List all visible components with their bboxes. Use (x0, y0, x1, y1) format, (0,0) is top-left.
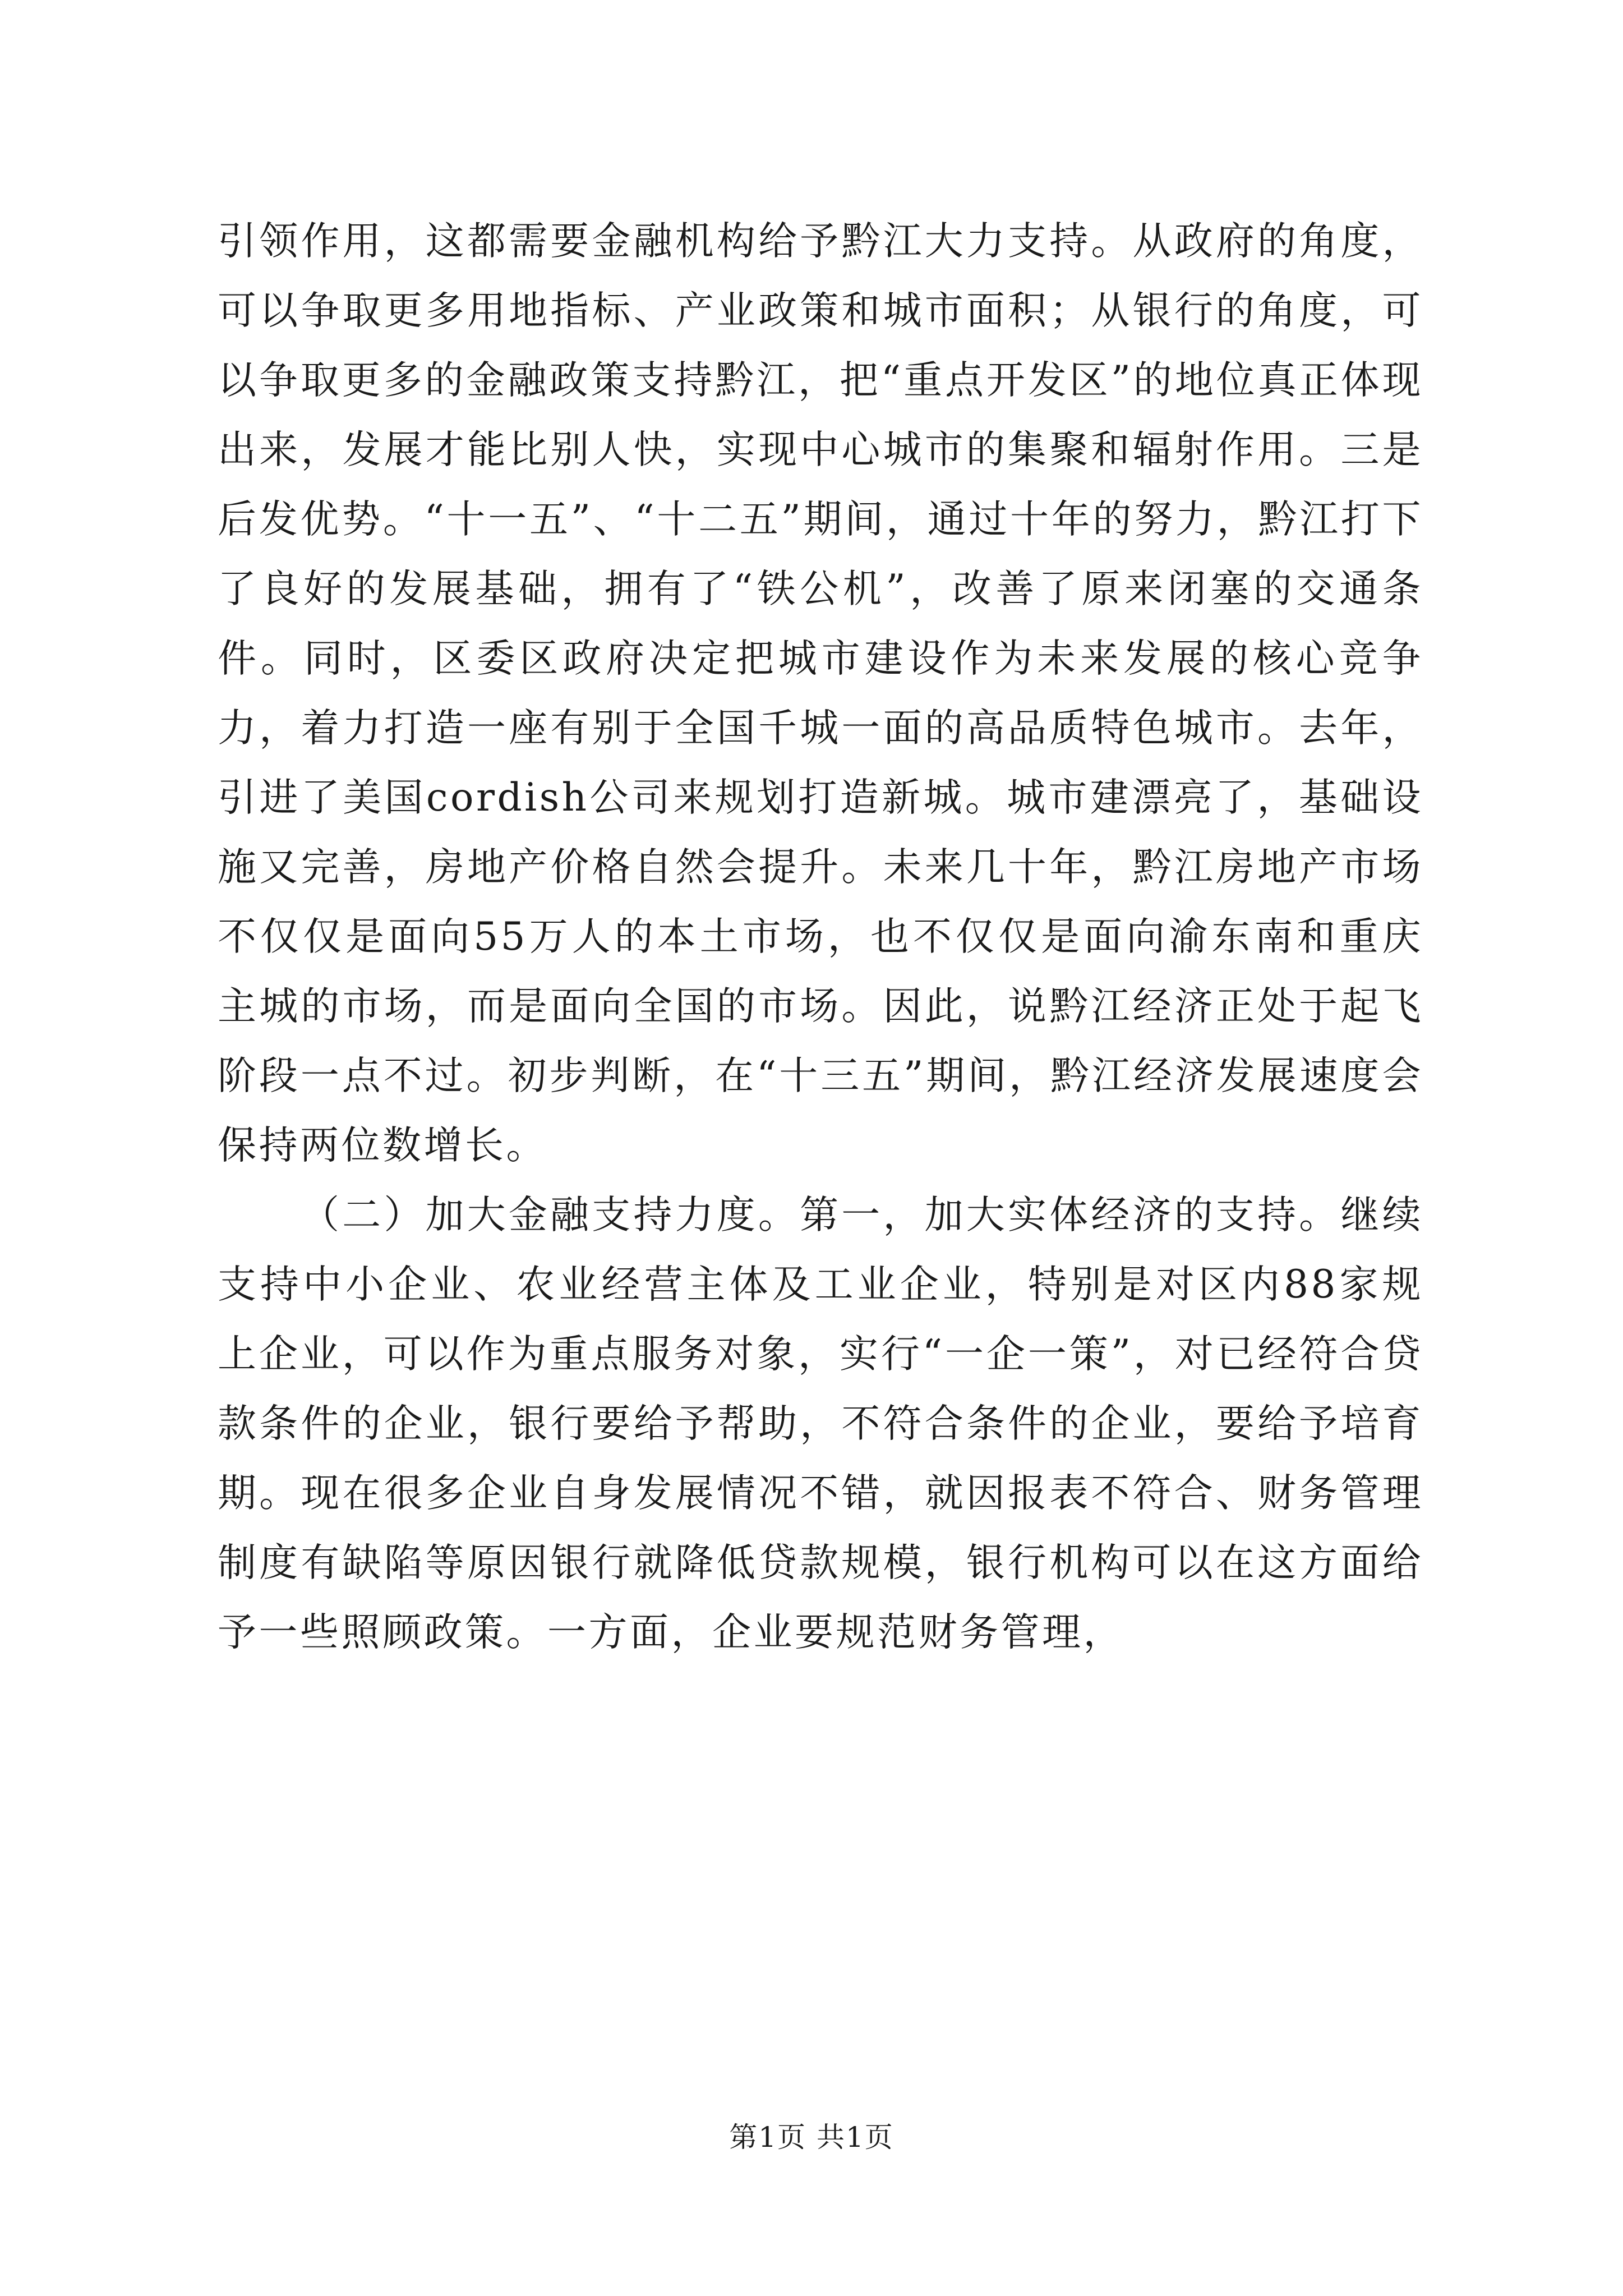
paragraph-1: 引领作用，这都需要金融机构给予黔江大力支持。从政府的角度，可以争取更多用地指标、产业政策和城市面积；从银行的角度，可以争取更多的金融政策支持黔江，把“重点开发区”的地位真正体现出来，发展才能比别人快，实现中心城市的集聚和辐射作用。三是后发优势。“十一五”、“十二五”期间，通过十年的努力，黔江打下了良好的发展基础，拥有了“铁公机”，改善了原来闭塞的交通条件。同时，区委区政府决定把城市建设作为未来发展的核心竞争力，着力打造一座有别于全国千城一面的高品质特色城市。去年，引进了美国cordish公司来规划打造新城。城市建漂亮了，基础设施又完善，房地产价格自然会提升。未来几十年，黔江房地产市场不仅仅是面向55万人的本土市场，也不仅仅是面向渝东南和重庆主城的市场，而是面向全国的市场。因此，说黔江经济正处于起飞阶段一点不过。初步判断，在“十三五”期间，黔江经济发展速度会保持两位数增长。 (218, 219, 1423, 1168)
document-body (218, 206, 1423, 1667)
paragraph-2: （二）加大金融支持力度。第一，加大实体经济的支持。继续支持中小企业、农业经营主体及工业企业，特别是对区内88家规上企业，可以作为重点服务对象，实行“一企一策”，对已经符合贷款条件的企业，银行要给予帮助，不符合条件的企业，要给予培育期。现在很多企业自身发展情况不错，就因报表不符合、财务管理制度有缺陷等原因银行就降低贷款规模，银行机构可以在这方面给予一些照顾政策。一方面，企业要规范财务管理， (218, 1193, 1423, 1655)
page-footer: 第1页 共1页 (729, 2121, 894, 2154)
